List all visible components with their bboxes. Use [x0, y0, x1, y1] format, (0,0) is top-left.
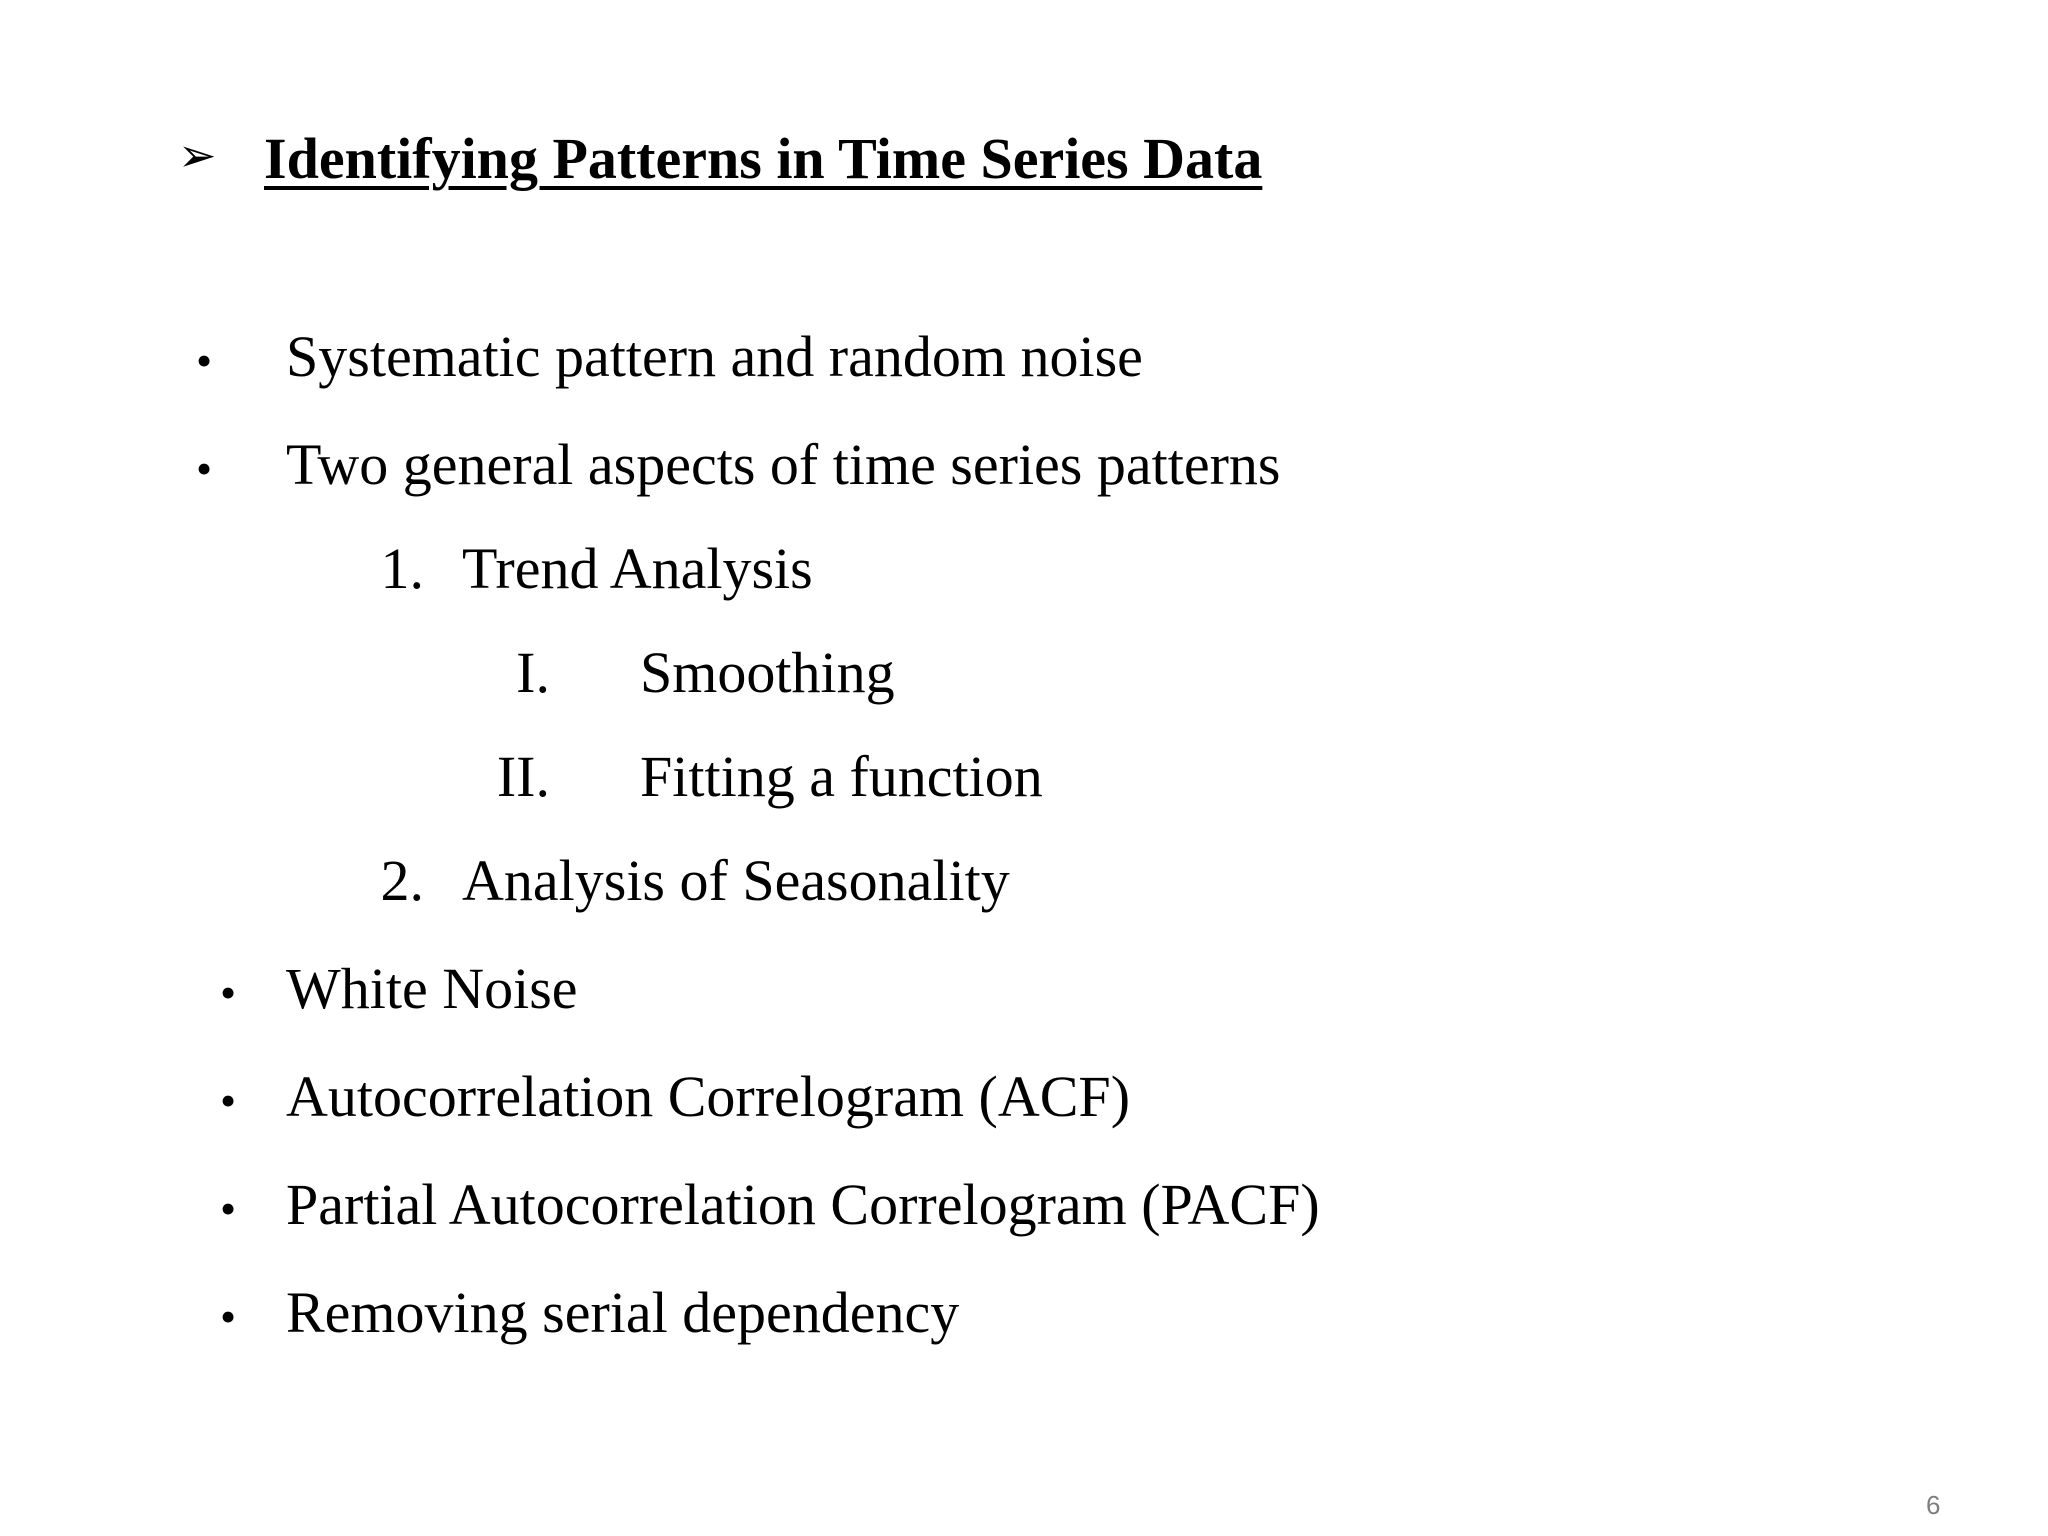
bullet-item: Two general aspects of time series patterns: [286, 432, 1281, 497]
numbered-marker: 1.: [380, 536, 424, 601]
page-number: 6: [1926, 1490, 1941, 1520]
arrow-bullet-icon: ➢: [178, 128, 217, 182]
bullet-item: White Noise: [286, 956, 578, 1021]
bullet-item: Systematic pattern and random noise: [286, 324, 1143, 389]
sub-item: Smoothing: [640, 640, 895, 705]
roman-marker: I.: [516, 640, 550, 705]
roman-marker: II.: [496, 744, 550, 809]
bullet-item: Removing serial dependency: [286, 1280, 960, 1345]
bullet-dot-icon: •: [220, 1183, 237, 1234]
bullet-dot-icon: •: [220, 1291, 237, 1342]
bullet-dot-icon: •: [220, 1075, 237, 1126]
slide-title: Identifying Patterns in Time Series Data: [264, 126, 1263, 191]
bullet-dot-icon: •: [196, 335, 213, 386]
numbered-marker: 2.: [380, 848, 424, 913]
bullet-dot-icon: •: [220, 967, 237, 1018]
bullet-item: Partial Autocorrelation Correlogram (PACF): [286, 1172, 1320, 1237]
sub-item: Fitting a function: [640, 744, 1043, 809]
bullet-item: Autocorrelation Correlogram (ACF): [286, 1064, 1131, 1129]
numbered-item: Analysis of Seasonality: [462, 848, 1010, 913]
bullet-dot-icon: •: [196, 443, 213, 494]
numbered-item: Trend Analysis: [462, 536, 813, 601]
